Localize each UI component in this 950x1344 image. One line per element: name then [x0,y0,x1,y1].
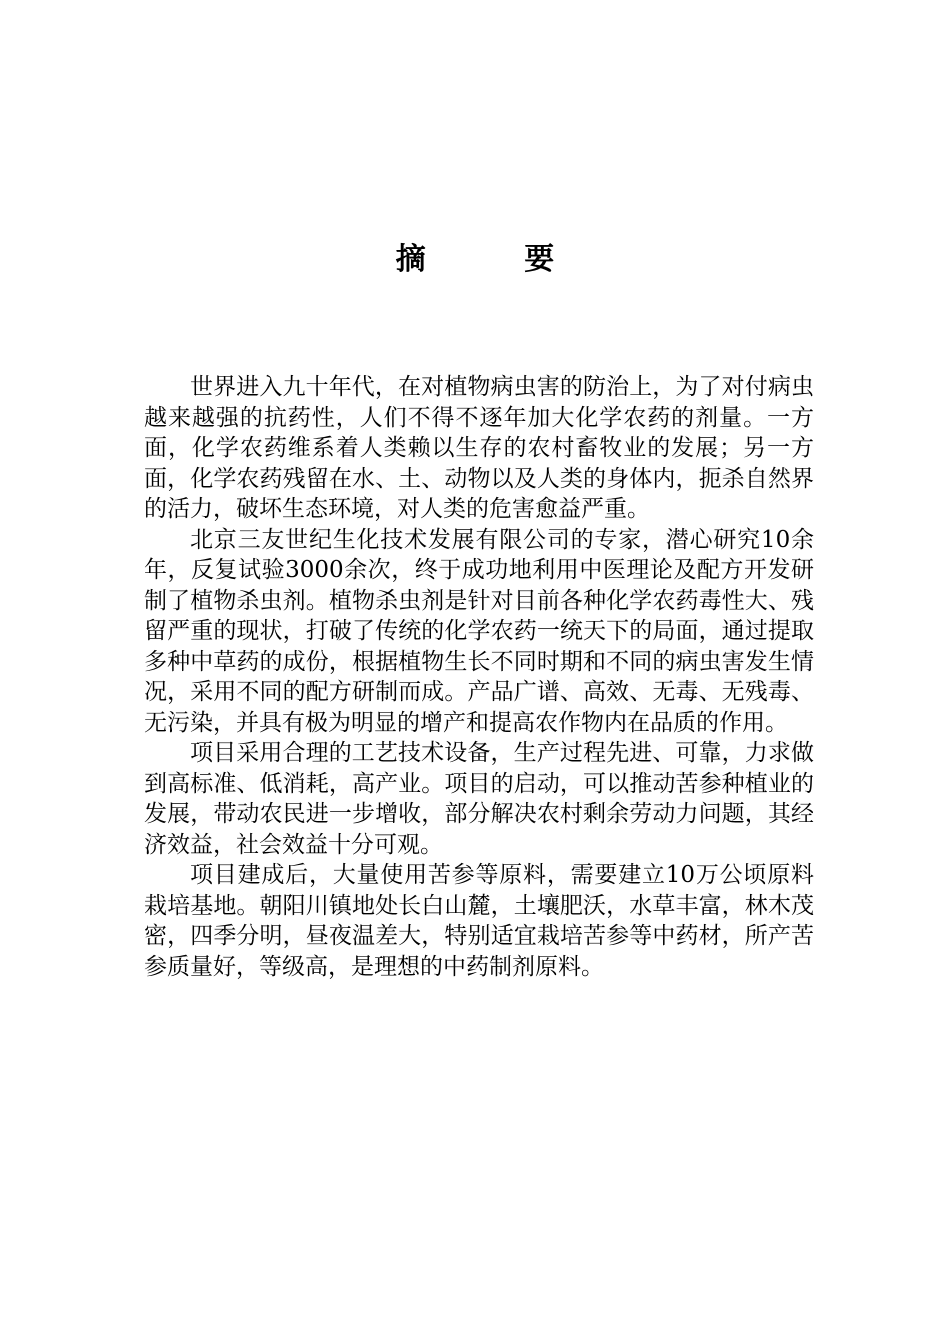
abstract-title: 摘 要 [395,242,599,277]
abstract-body [144,372,814,982]
paragraph-4: 项目建成后，大量使用苦参等原料，需要建立10万公顷原料栽培基地。朝阳川镇地处长白山麓，土壤肥沃，水草丰富，林木茂密，四季分明，昼夜温差大，特别适宜栽培苦参等中药材，所产苦参质量好，等级高，是理想的中药制剂原料。 [144,862,814,980]
paragraph-1: 世界进入九十年代，在对植物病虫害的防治上，为了对付病虫越来越强的抗药性，人们不得不逐年加大化学农药的剂量。一方面，化学农药维系着人类赖以生存的农村畜牧业的发展；另一方面，化学农药残留在水、土、动物以及人类的身体内，扼杀自然界的活力，破坏生态环境，对人类的危害愈益严重。 [144,374,814,522]
paragraph-2: 北京三友世纪生化技术发展有限公司的专家，潜心研究10余年，反复试验3000余次，终于成功地利用中医理论及配方开发研制了植物杀虫剂。植物杀虫剂是针对目前各种化学农药毒性大、残留严重的现状，打破了传统的化学农药一统天下的局面，通过提取多种中草药的成份，根据植物生长不同时期和不同的病虫害发生情况，采用不同的配方研制而成。产品广谱、高效、无毒、无残毒、无污染，并具有极为明显的增产和提高农作物内在品质的作用。 [144,526,814,736]
paragraph-3: 项目采用合理的工艺技术设备，生产过程先进、可靠，力求做到高标准、低消耗，高产业。项目的启动，可以推动苦参种植业的发展，带动农民进一步增收，部分解决农村剩余劳动力问题，其经济效益，社会效益十分可观。 [144,740,814,858]
